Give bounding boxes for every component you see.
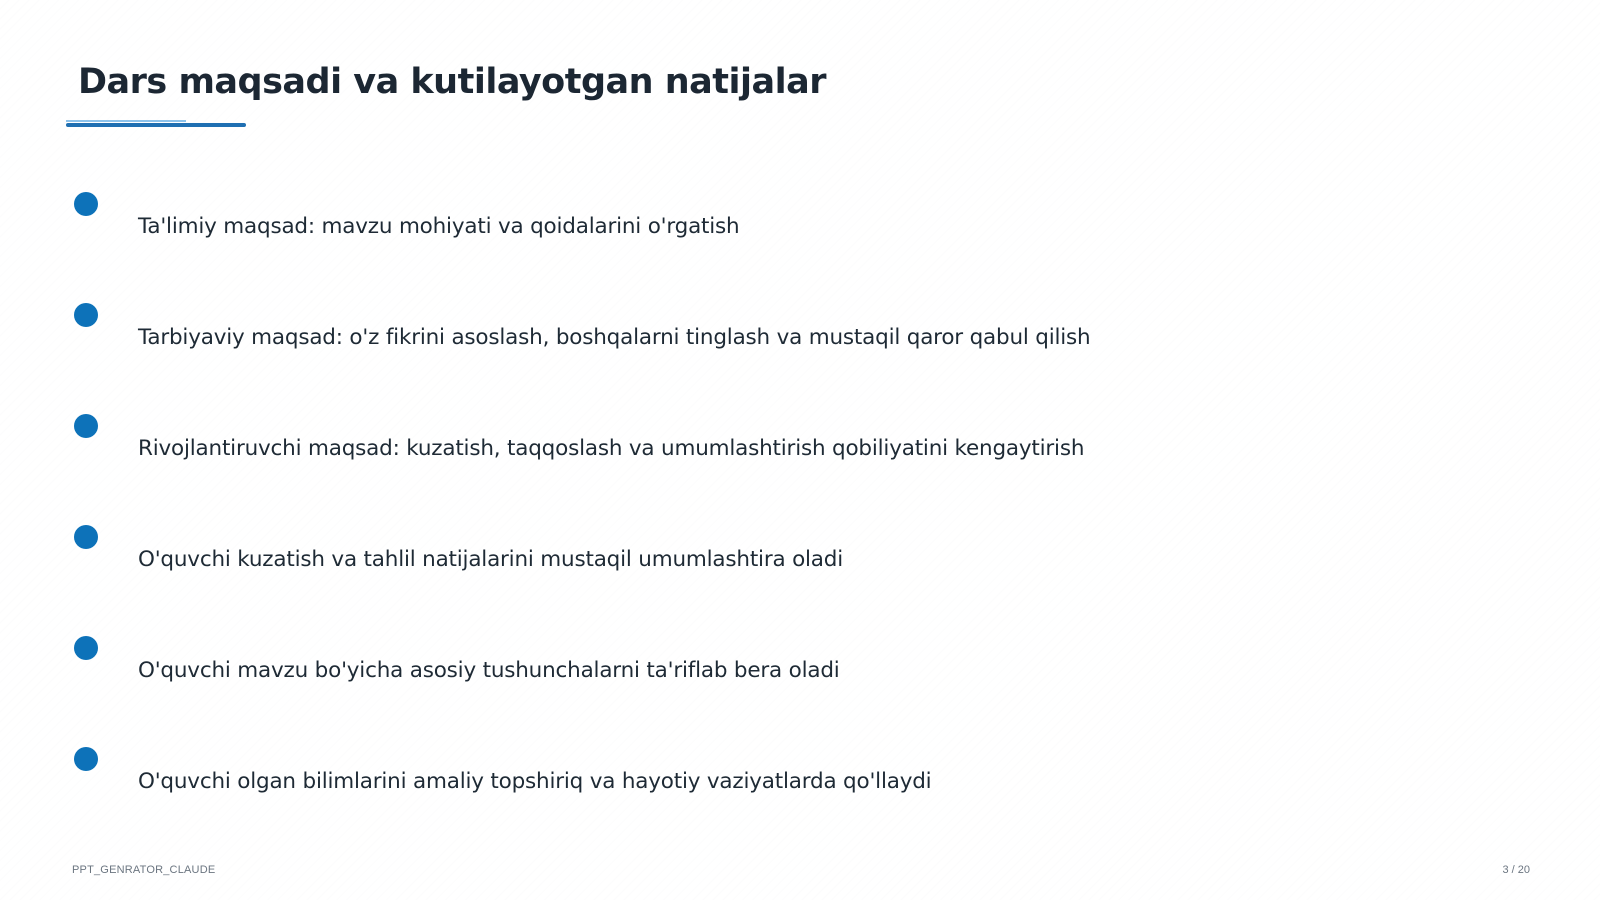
- bullet-dot-icon: [74, 747, 98, 771]
- page-indicator: 3 / 20: [1502, 864, 1530, 876]
- objective-text: O'quvchi mavzu bo'yicha asosiy tushunchalarni ta'riflab bera oladi: [138, 658, 840, 683]
- objective-text: O'quvchi olgan bilimlarini amaliy topshiriq va hayotiy vaziyatlarda qo'llaydi: [138, 769, 932, 794]
- objective-item: [0, 192, 1600, 252]
- bullet-dot-icon: [74, 192, 98, 216]
- footer-source-label: PPT_GENRATOR_CLAUDE: [72, 864, 216, 876]
- objective-item: [0, 303, 1600, 363]
- bullet-dot-icon: [74, 414, 98, 438]
- objective-item: [0, 525, 1600, 585]
- objective-text: O'quvchi kuzatish va tahlil natijalarini mustaqil umumlashtira oladi: [138, 547, 843, 572]
- objective-item: [0, 636, 1600, 696]
- bullet-dot-icon: [74, 303, 98, 327]
- objective-text: Tarbiyaviy maqsad: o'z fikrini asoslash, boshqalarni tinglash va mustaqil qaror qabul qilish: [138, 325, 1091, 350]
- objective-item: [0, 747, 1600, 807]
- objective-item: [0, 414, 1600, 474]
- bullet-dot-icon: [74, 525, 98, 549]
- bullet-dot-icon: [74, 636, 98, 660]
- objective-text: Ta'limiy maqsad: mavzu mohiyati va qoidalarini o'rgatish: [138, 214, 740, 239]
- slide-title: Dars maqsadi va kutilayotgan natijalar: [78, 62, 826, 102]
- objective-text: Rivojlantiruvchi maqsad: kuzatish, taqqoslash va umumlashtirish qobiliyatini kengaytirish: [138, 436, 1085, 461]
